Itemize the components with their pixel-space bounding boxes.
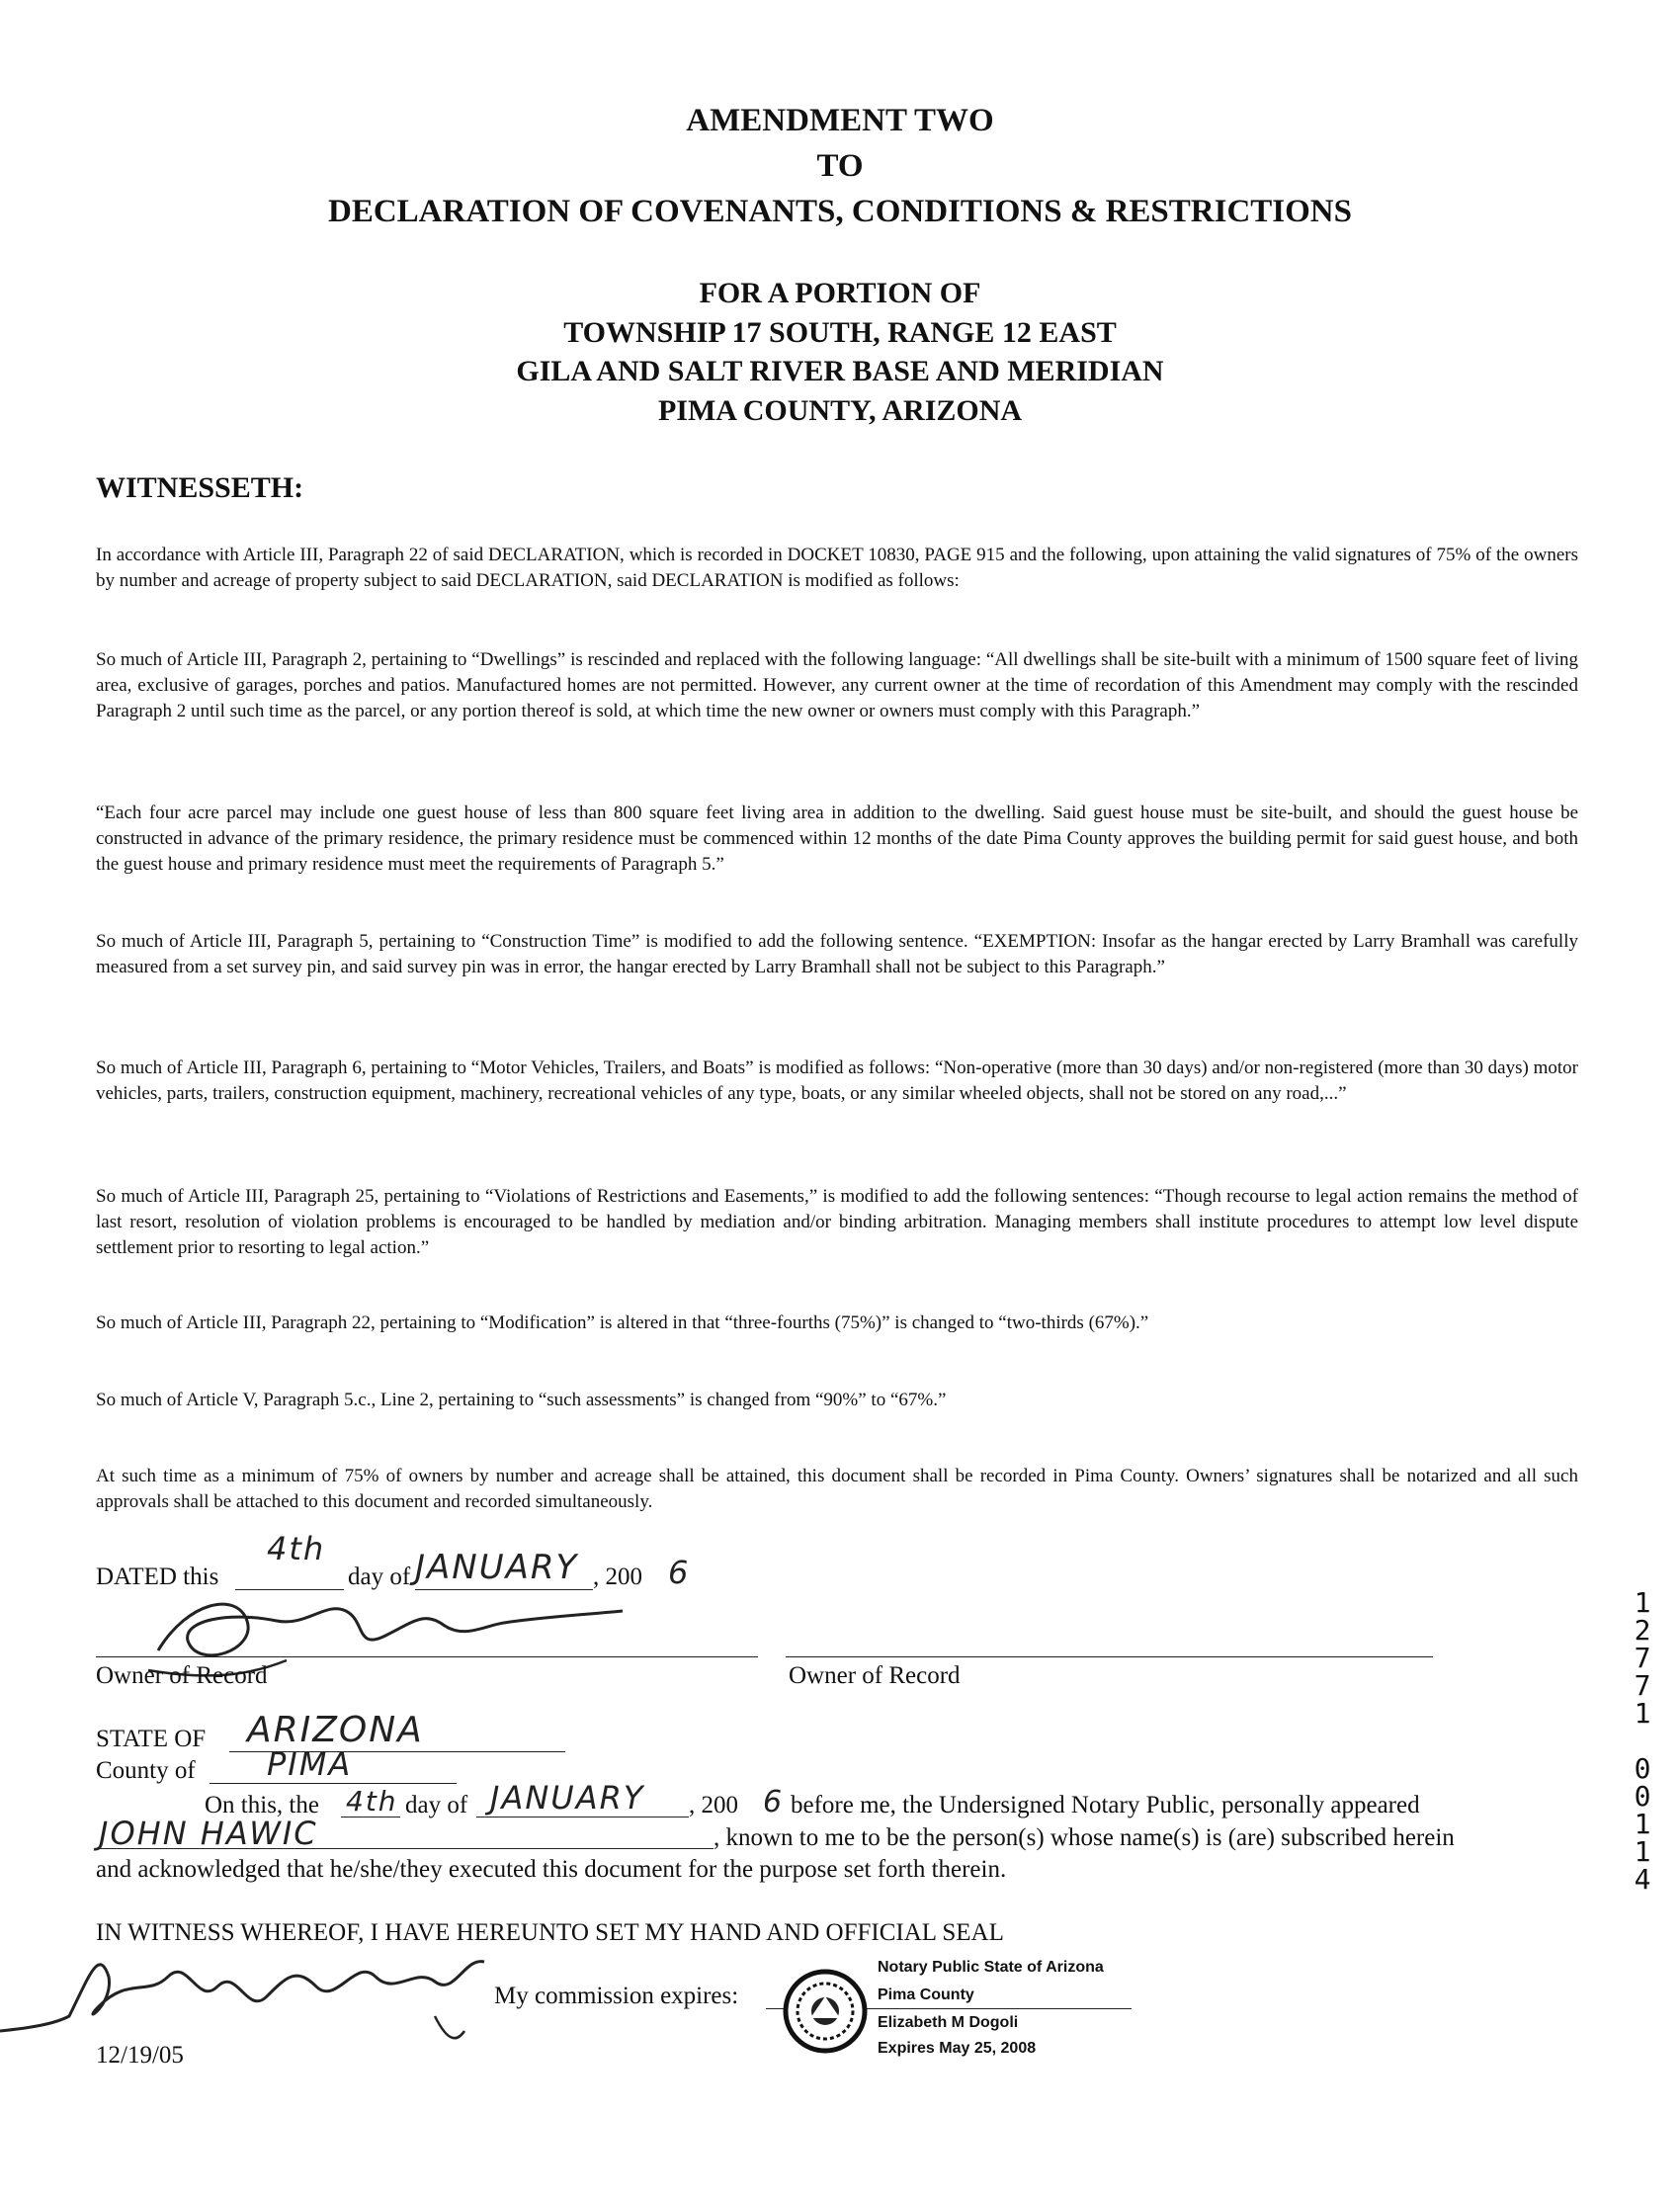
in-witness-text: IN WITNESS WHEREOF, I HAVE HEREUNTO SET MY HAND AND OFFICIAL SEAL: [96, 1919, 1004, 1946]
ack-year-label: , 200: [689, 1792, 738, 1818]
subtitle-line-1: FOR A PORTION OF: [699, 277, 981, 309]
subtitle-line-3: GILA AND SALT RIVER BASE AND MERIDIAN: [516, 355, 1164, 387]
acknowledged-text: and acknowledged that he/she/they executed this document for the purpose set forth therein.: [96, 1856, 1007, 1883]
document-date: 12/19/05: [96, 2042, 184, 2069]
county-of-label: County of: [96, 1757, 196, 1784]
recording-number: [1631, 1586, 1654, 1896]
paragraph-violations: So much of Article III, Paragraph 25, pertaining to “Violations of Restrictions and Easements,” is modified to add the following sentences: “Though recourse to legal action remains the method of last resort, resolution of violation problems is encouraged to be handled by mediation and/or binding arbitration. Managing members shall institute procedures to attempt low level dispute settlement prior to resorting to legal action.”: [96, 1186, 1578, 1258]
ack-year-handwritten: 6: [763, 1785, 785, 1819]
recording-digit: 0: [1634, 1780, 1651, 1813]
recording-digit: 1: [1634, 1586, 1651, 1619]
county-line: [210, 1783, 457, 1784]
recording-digit: 7: [1634, 1669, 1651, 1702]
seal-line-1: Notary Public State of Arizona: [878, 1959, 1104, 1976]
recording-digit: 1: [1634, 1808, 1651, 1840]
recording-digit: 4: [1634, 1863, 1651, 1896]
on-this-label: On this, the: [205, 1792, 319, 1818]
ack-day-handwritten: 4th: [346, 1785, 398, 1818]
paragraph-modification: So much of Article III, Paragraph 22, pertaining to “Modification” is altered in that “three-fourths (75%)” is changed to “two-thirds (67%).”: [96, 1312, 1149, 1333]
owner-line-1: [96, 1656, 758, 1657]
owner-of-record-1: Owner of Record: [96, 1662, 268, 1689]
title-line-1: AMENDMENT TWO: [686, 103, 994, 138]
owner-of-record-2: Owner of Record: [789, 1662, 961, 1689]
known-to-me-text: , known to me to be the person(s) whose name(s) is (are) subscribed herein: [714, 1824, 1455, 1851]
dated-day-of-label: day of: [348, 1564, 411, 1590]
paragraph-guest-house: “Each four acre parcel may include one guest house of less than 800 square feet living area in addition to the dwelling. Said guest house must be site-built, and should the guest house be constructed in advance of the primary residence, the primary residence must be commenced within 12 months of the date Pima County approves the building permit for said guest house, and both the guest house and primary residence must meet the requirements of Paragraph 5.”: [96, 803, 1578, 875]
seal-line-3: Elizabeth M Dogoli: [878, 2014, 1019, 2031]
ack-month-line: [476, 1817, 689, 1818]
appeared-name-handwritten: JOHN HAWIC: [99, 1815, 318, 1852]
county-handwritten: PIMA: [267, 1745, 353, 1783]
title-line-2: TO: [816, 148, 864, 184]
recording-digit: 0: [1634, 1752, 1651, 1785]
dated-month-handwritten: JANUARY: [415, 1548, 579, 1587]
seal-line-4: Expires May 25, 2008: [878, 2040, 1037, 2057]
paragraph-construction-time: So much of Article III, Paragraph 5, pertaining to “Construction Time” is modified to add the following sentence. “EXEMPTION: Insofar as the hangar erected by Larry Bramhall was carefully measured from a set survey pin, and said survey pin was in error, the hangar erected by Larry Bramhall shall not be subject to this Paragraph.”: [96, 931, 1578, 977]
paragraph-preamble: In accordance with Article III, Paragraph 22 of said DECLARATION, which is recorded in DOCKET 10830, PAGE 915 and the following, upon attaining the valid signatures of 75% of the owners by number and acreage of property subject to said DECLARATION, said DECLARATION is modified as follows:: [96, 545, 1578, 591]
paragraph-recording: At such time as a minimum of 75% of owners by number and acreage shall be attained, this document shall be recorded in Pima County. Owners’ signatures shall be notarized and all such approvals shall be attached to this document and recorded simultaneously.: [96, 1466, 1578, 1512]
dated-day-handwritten: 4th: [267, 1530, 326, 1567]
ack-day-of-label: day of: [405, 1792, 468, 1818]
notary-signature-drawing: [0, 1937, 514, 2056]
subtitle-line-2: TOWNSHIP 17 SOUTH, RANGE 12 EAST: [563, 316, 1117, 349]
state-handwritten: ARIZONA: [247, 1710, 424, 1750]
witnesseth-heading: WITNESSETH:: [96, 471, 304, 504]
seal-line-2: Pima County: [878, 1987, 974, 2003]
owner-line-2: [786, 1656, 1433, 1657]
dated-year-handwritten: 6: [668, 1554, 691, 1591]
ack-month-handwritten: JANUARY: [490, 1779, 645, 1817]
subtitle-line-4: PIMA COUNTY, ARIZONA: [657, 394, 1023, 427]
recording-digit: 1: [1634, 1697, 1651, 1730]
notary-seal-emblem: [781, 1967, 870, 2056]
dated-year-label: , 200: [593, 1564, 642, 1590]
recording-digit: 2: [1634, 1614, 1651, 1647]
dated-label: DATED this: [96, 1564, 219, 1590]
title-line-3: DECLARATION OF COVENANTS, CONDITIONS & RESTRICTIONS: [327, 194, 1352, 229]
paragraph-motor-vehicles: So much of Article III, Paragraph 6, pertaining to “Motor Vehicles, Trailers, and Boats” is modified as follows: “Non-operative (more than 30 days) and/or non-registered (more than 30 days) motor vehicles, parts, trailers, construction equipment, machinery, recreational vehicles of any type, boats, or any similar wheeled objects, shall not be stored on any road,...”: [96, 1057, 1578, 1104]
before-me-text: before me, the Undersigned Notary Public, personally appeared: [791, 1792, 1420, 1818]
commission-expires-label: My commission expires:: [494, 1983, 739, 2009]
recording-digit: 7: [1634, 1642, 1651, 1674]
paragraph-assessments: So much of Article V, Paragraph 5.c., Line 2, pertaining to “such assessments” is changed from “90%” to “67%.”: [96, 1390, 947, 1410]
state-of-label: STATE OF: [96, 1726, 207, 1752]
recording-digit: 1: [1634, 1835, 1651, 1868]
paragraph-dwellings: So much of Article III, Paragraph 2, pertaining to “Dwellings” is rescinded and replaced with the following language: “All dwellings shall be site-built with a minimum of 1500 square feet of living area, exclusive of garages, porches and patios. Manufactured homes are not permitted. However, any current owner at the time of recordation of this Amendment may comply with the rescinded Paragraph 2 until such time as the parcel, or any portion thereof is sold, at which time the new owner or owners must comply with this Paragraph.”: [96, 649, 1578, 721]
